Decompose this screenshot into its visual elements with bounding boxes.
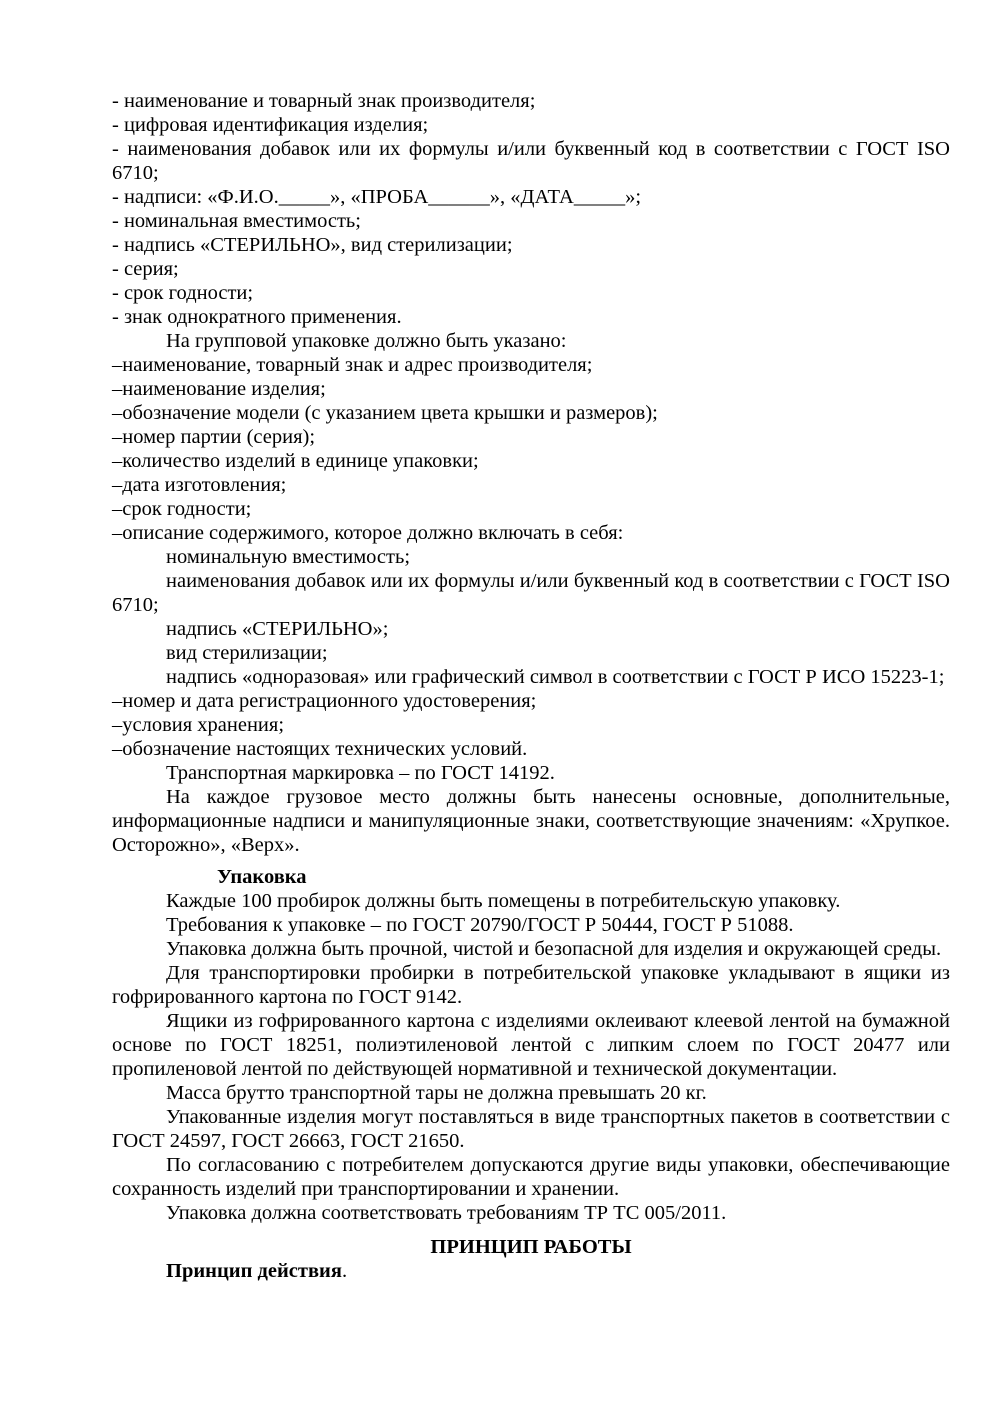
paragraph: Упакованные изделия могут поставляться в виде транспортных пакетов в соответствии с ГОСТ 24597, ГОСТ 26663, ГОСТ 21650. bbox=[112, 1106, 950, 1152]
paragraph: Масса брутто транспортной тары не должна превышать 20 кг. bbox=[166, 1082, 707, 1104]
paragraph: По согласованию с потребителем допускаются другие виды упаковки, обеспечивающие сохранность изделий при транспортировании и хранении. bbox=[112, 1154, 950, 1200]
list-item: - наименование и товарный знак производителя; bbox=[112, 90, 536, 112]
paragraph: Требования к упаковке – по ГОСТ 20790/ГОСТ Р 50444, ГОСТ Р 51088. bbox=[166, 914, 794, 936]
list-item: –наименование изделия; bbox=[112, 378, 326, 400]
paragraph: надпись «СТЕРИЛЬНО»; bbox=[166, 618, 389, 640]
list-item: –наименование, товарный знак и адрес производителя; bbox=[112, 354, 593, 376]
paragraph: вид стерилизации; bbox=[166, 642, 328, 664]
paragraph: номинальную вместимость; bbox=[166, 546, 411, 568]
paragraph-bold: Принцип действия. bbox=[166, 1260, 348, 1282]
list-item: –дата изготовления; bbox=[112, 474, 287, 496]
list-item: - номинальная вместимость; bbox=[112, 210, 361, 232]
paragraph: Ящики из гофрированного картона с изделиями оклеивают клеевой лентой на бумажной основе по ГОСТ 18251, полиэтиленовой лентой с липким слоем по ГОСТ 20477 или пропиленовой лентой по действующей нормативной и технической документации. bbox=[112, 1010, 950, 1080]
paragraph: Для транспортировки пробирки в потребительской упаковке укладывают в ящики из гофрированного картона по ГОСТ 9142. bbox=[112, 962, 950, 1008]
section-heading: Упаковка bbox=[217, 866, 307, 888]
paragraph-spacer bbox=[112, 857, 950, 865]
list-item: –количество изделий в единице упаковки; bbox=[112, 450, 479, 472]
paragraph: На каждое грузовое место должны быть нанесены основные, дополнительные, информационные надписи и манипуляционные знаки, соответствующие значениям: «Хрупкое. Осторожно», «Верх». bbox=[112, 786, 950, 856]
paragraph: Упаковка должна быть прочной, чистой и безопасной для изделия и окружающей среды. bbox=[166, 938, 942, 960]
paragraph: Каждые 100 пробирок должны быть помещены в потребительскую упаковку. bbox=[166, 890, 841, 912]
list-item: - срок годности; bbox=[112, 282, 254, 304]
list-item: - цифровая идентификация изделия; bbox=[112, 114, 429, 136]
list-item: - надпись «СТЕРИЛЬНО», вид стерилизации; bbox=[112, 234, 513, 256]
paragraph: наименования добавок или их формулы и/или буквенный код в соответствии с ГОСТ ISO 6710; bbox=[112, 570, 950, 616]
paragraph-bold-lead-text: Принцип действия bbox=[166, 1260, 342, 1282]
paragraph-spacer bbox=[112, 1225, 950, 1235]
list-item: - знак однократного применения. bbox=[112, 306, 402, 328]
list-item: –обозначение настоящих технических условий. bbox=[112, 738, 528, 760]
paragraph: Транспортная маркировка – по ГОСТ 14192. bbox=[166, 762, 555, 784]
document-content bbox=[112, 89, 950, 1283]
paragraph: Упаковка должна соответствовать требованиям ТР ТС 005/2011. bbox=[166, 1202, 727, 1224]
list-item: - надписи: «Ф.И.О._____», «ПРОБА______», «ДАТА_____»; bbox=[112, 186, 642, 208]
list-item: –номер партии (серия); bbox=[112, 426, 316, 448]
section-heading: ПРИНЦИП РАБОТЫ bbox=[430, 1236, 632, 1258]
list-item: –условия хранения; bbox=[112, 714, 285, 736]
list-item: –обозначение модели (с указанием цвета крышки и размеров); bbox=[112, 402, 658, 424]
list-item: –номер и дата регистрационного удостоверения; bbox=[112, 690, 537, 712]
list-item: –описание содержимого, которое должно включать в себя: bbox=[112, 522, 624, 544]
list-item: - серия; bbox=[112, 258, 179, 280]
paragraph: надпись «одноразовая» или графический символ в соответствии с ГОСТ Р ИСО 15223-1; bbox=[166, 666, 945, 688]
paragraph: На групповой упаковке должно быть указано: bbox=[166, 330, 567, 352]
list-item: - наименования добавок или их формулы и/или буквенный код в соответствии с ГОСТ ISO 6710; bbox=[112, 138, 950, 184]
list-item: –срок годности; bbox=[112, 498, 252, 520]
